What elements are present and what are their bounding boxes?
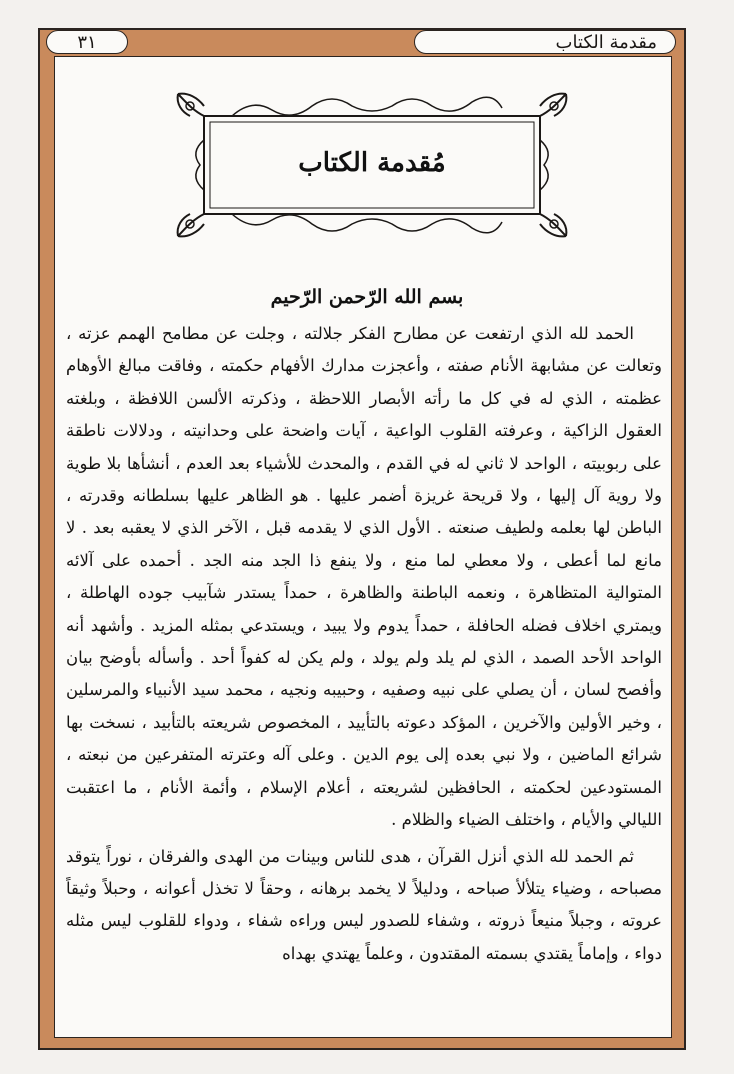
basmala-heading: بسم الله الرّحمن الرّحيم [270, 286, 464, 308]
body-text [66, 318, 662, 1028]
paragraph: ثم الحمد لله الذي أنزل القرآن ، هدى للناس وبينات من الهدى والفرقان ، نوراً يتوقد مصباحه ، وضياء يتلألأ صباحه ، ودليلاً لا يخمد برهانه ، وحقاً لا تخذل أعوانه ، وحبلاً وثيقاً عروته ، وجبلاً منيعاً ذروته ، وشفاء للصدور ليس وراءه شفاء ، ودواء للقلوب ليس مثله دواء ، وإماماً يقتدي بسمته المقتدون ، وعلماً يهتدي بهداه [66, 846, 662, 963]
paragraph: الحمد لله الذي ارتفعت عن مطارح الفكر جلالته ، وجلت عن مطامح الهمم عزته ، وتعالت عن مشابهة الأنام صفته ، وأعجزت مدارك الأفهام حكمته ، وفاقت مبالغ الأوهام عظمته ، الذي له في كل ما رأته الأبصار اللاحظة ، وذكرته الألسن اللافظة ، وبلغته العقول الزاكية ، وعرفته القلوب الواعية ، آيات واضحة على وحدانيته ، ودلالات ناطقة على ربوبيته ، الواحد لا ثاني له في القدم ، والمحدث للأشياء بعد العدم ، أنشأها بلا طوية ولا روية آل إليها ، ولا قريحة غريزة أضمر عليها . هو الظاهر عليها بسلطانه وقدرته ، الباطن لها بعلمه ولطيف صنعته . الأول الذي لا يقدمه قبل ، الآخر الذي لا يعقبه بعد . لا مانع لما أعطى ، ولا معطي لما منع ، ولا ينفع ذا الجد منه الجد . أحمده على آلائه المتوالية المتظاهرة ، ونعمه الباطنة والظاهرة ، حمداً يستدر شآبيب جوده الهاطلة ، ويمتري اخلاف فضله الحافلة ، حمداً يدوم ولا يبيد ، ويستدعي بمثله المزيد . وأشهد أنه الواحد الأحد الصمد ، الذي لم يلد ولم يولد ، ولم يكن له كفواً أحد . وأسأله بأوضح بيان وأفصح لسان ، أن يصلي على نبيه وصفيه ، وحبيبه ونجيه ، محمد سيد الأنبياء والمرسلين ، وخير الأولين والآخرين ، المؤكد دعوته بالتأييد ، المخصوص شريعته بالتأبيد ، نسخت بها شرائع الماضين ، ولا نبي بعده إلى يوم الدين . وعلى آله وعترته المتفرعين من نبعته ، المستودعين لحكمته ، الحافظين لشريعته ، أعلام الإسلام ، وأئمة الأنام ، ما اعتقبت الليالي والأيام ، واختلف الضياء والظلام . [66, 324, 662, 830]
running-header [46, 30, 676, 56]
running-chapter-title: مقدمة الكتاب [555, 31, 657, 53]
page-number: ٣١ [77, 31, 97, 53]
chapter-title-tab [414, 30, 676, 54]
chapter-title: مُقدمة الكتاب [298, 148, 446, 178]
page-number-tab [46, 30, 128, 54]
ornamental-title-box [172, 90, 572, 240]
